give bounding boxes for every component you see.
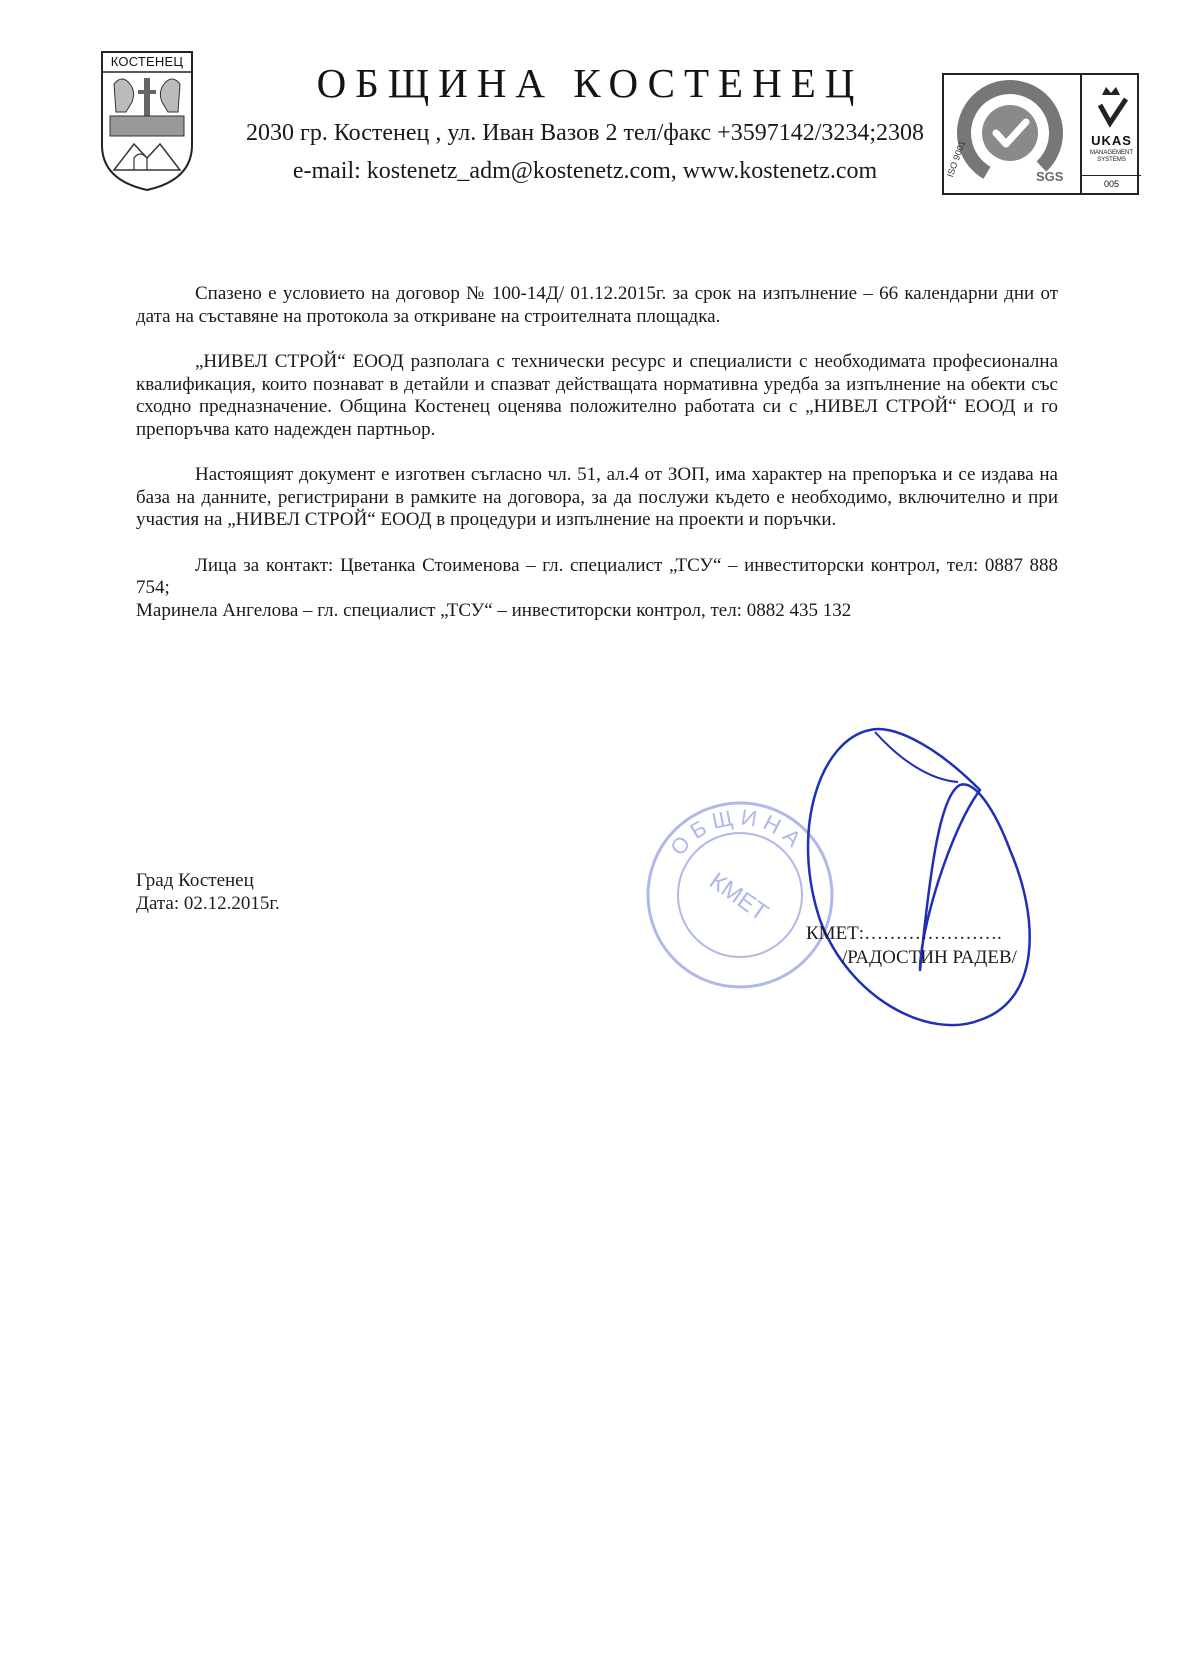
paragraph-capabilities: „НИВЕЛ СТРОЙ“ ЕООД разполага с технически ресурс и специалисти с необходимата професионална квалификация, които познават в детайли и спазват действащата нормативна уредба за изпълнение на обекти със сходно предназначение. Община Костенец оценява положително работата си с „НИВЕЛ СТРОЙ“ ЕООД и го препоръчва като надежден партньор. [136,351,1058,440]
paragraph-deadline: Спазено е условието на договор № 100-14Д/ 01.12.2015г. за срок на изпълнение – 66 календарни дни от дата на съставяне на протокола за откриване на строителната площадка. [136,283,1058,327]
ukas-sublabel: MANAGEMENT SYSTEMS [1089,150,1133,163]
letter-body [136,283,1058,622]
paragraph-contacts [136,555,1058,623]
iso-label: ISO 9001 [945,139,968,179]
date: Дата: 02.12.2015г. [136,893,280,914]
ukas-number: 005 [1082,175,1141,192]
letterhead-title: ОБЩИНА КОСТЕНЕЦ [316,60,864,106]
stamp-text-top: ОБЩИНА [665,804,811,861]
mayor-label: КМЕТ:…………………. [806,923,1002,944]
stamp-text-center: КМЕТ [704,867,773,927]
ukas-label: UKAS [1091,133,1132,148]
certification-logos [942,73,1139,195]
mayor-name: /РАДОСТИН РАДЕВ/ [842,947,1017,968]
letterhead-contact: e-mail: kostenetz_adm@kostenetz.com, www.kostenetz.com [292,158,878,184]
paragraph-purpose: Настоящият документ е изготвен съгласно чл. 51, ал.4 от ЗОП, има характер на препоръка и се издава на база на данните, регистрирани в рамките на договора, за да послужи където е необходимо, включително и при участия на „НИВЕЛ СТРОЙ“ ЕООД в процедури и изпълнение на проекти и поръчки. [136,464,1058,530]
ukas-logo [1080,75,1141,193]
signature [780,720,1080,1040]
letterhead-address: 2030 гр. Костенец , ул. Иван Вазов 2 тел/факс +3597142/3234;2308 [245,120,925,146]
sgs-label: SGS [1036,169,1064,184]
crest-label: КОСТЕНЕЦ [110,54,184,69]
place: Град Костенец [136,870,254,891]
crown-tick-icon [1082,75,1141,133]
contact-line-2: Маринела Ангелова – гл. специалист „ТСУ“ – инвеститорски контрол, тел: 0882 435 132 [136,599,852,621]
contact-line-1: Лица за контакт: Цветанка Стоименова – гл. специалист „ТСУ“ – инвеститорски контрол, тел: 0887 888 754; [136,554,1058,598]
municipality-crest [100,50,194,192]
